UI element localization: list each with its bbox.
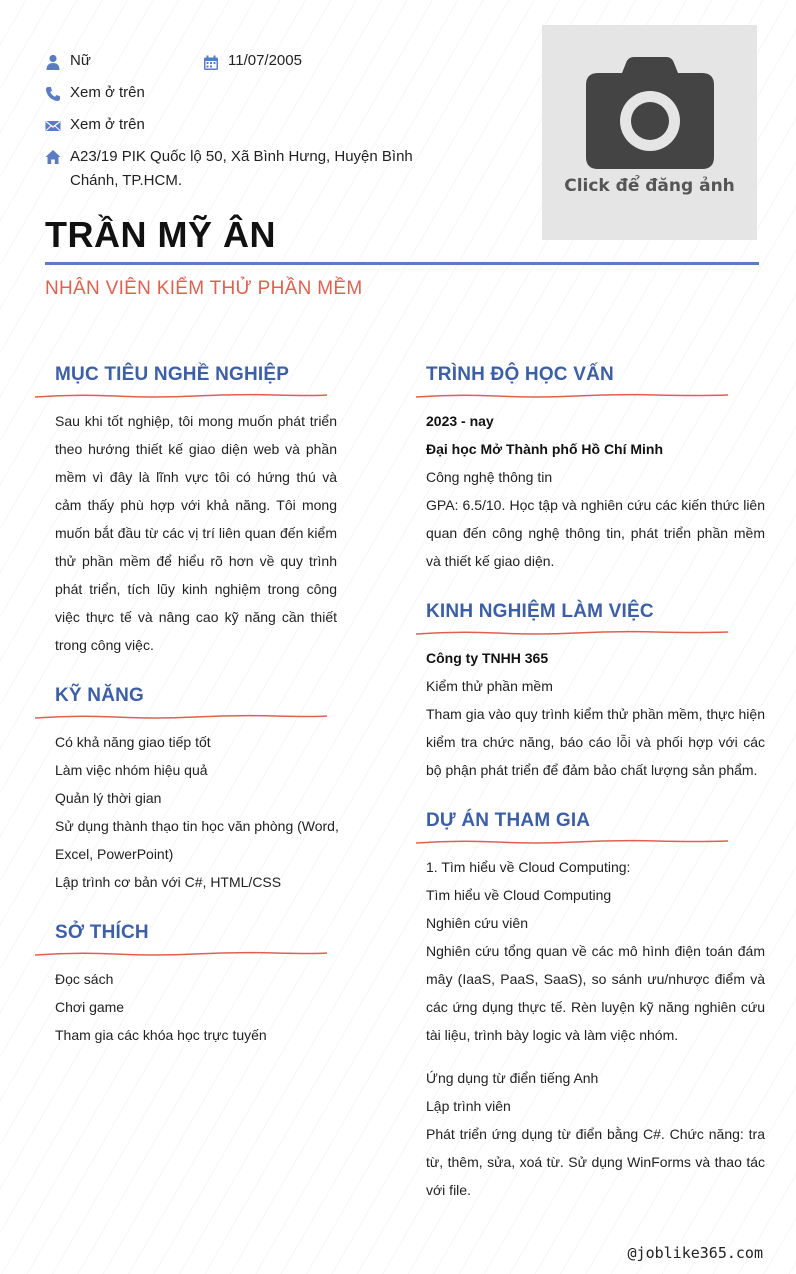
experience-detail: Tham gia vào quy trình kiểm thử phần mềm, thực hiện kiểm tra chức năng, báo cáo lỗi và phối hợp với các bộ phận phát triển để đảm bảo chất lượng sản phẩm. bbox=[426, 706, 765, 778]
education-heading: TRÌNH ĐỘ HỌC VẤN bbox=[426, 364, 614, 385]
hobby-item: Đọc sách bbox=[55, 971, 114, 987]
address-line-1: A23/19 PIK Quốc lộ 50, Xã Bình Hưng, Huyện Bình bbox=[70, 148, 413, 165]
skill-item: Có khả năng giao tiếp tốt bbox=[55, 734, 211, 750]
project-subtitle: Tìm hiểu về Cloud Computing bbox=[426, 887, 612, 903]
phone-value: Xem ở trên bbox=[70, 84, 145, 101]
section-underline bbox=[35, 950, 327, 958]
objective-heading: MỤC TIÊU NGHỀ NGHIỆP bbox=[55, 364, 290, 385]
calendar-icon bbox=[203, 55, 219, 71]
birthdate-value: 11/07/2005 bbox=[228, 52, 302, 69]
project-detail: Phát triển ứng dụng từ điển bằng C#. Chức năng: tra từ, thêm, sửa, xoá từ. Sử dụng WinForms và thao tác với file. bbox=[426, 1126, 765, 1198]
experience-company: Công ty TNHH 365 bbox=[426, 650, 549, 666]
user-icon bbox=[45, 54, 61, 70]
mail-icon bbox=[45, 118, 61, 134]
skill-item: Lập trình cơ bản với C#, HTML/CSS bbox=[55, 874, 282, 890]
email-value: Xem ở trên bbox=[70, 116, 145, 133]
projects-heading: DỰ ÁN THAM GIA bbox=[426, 810, 591, 831]
hobby-item: Chơi game bbox=[55, 999, 125, 1015]
section-underline bbox=[35, 392, 327, 400]
section-underline bbox=[35, 713, 327, 721]
project-role: Lập trình viên bbox=[426, 1098, 511, 1114]
project-detail: Nghiên cứu tổng quan về các mô hình điện toán đám mây (IaaS, PaaS, SaaS), so sánh ưu/nhược điểm và các ứng dụng thực tế. Rèn luyện kỹ năng nghiên cứu tài liệu, trình bày logic và làm việc nhóm. bbox=[426, 943, 765, 1043]
skills-heading: KỸ NĂNG bbox=[55, 685, 145, 706]
project-role: Nghiên cứu viên bbox=[426, 915, 528, 931]
camera-icon bbox=[586, 57, 714, 169]
skill-item: Sử dụng thành thạo tin học văn phòng (Word, bbox=[55, 818, 339, 834]
gender-value: Nữ bbox=[70, 52, 91, 69]
education-school: Đại học Mở Thành phố Hồ Chí Minh bbox=[426, 441, 664, 457]
name-divider bbox=[45, 262, 759, 265]
section-underline bbox=[416, 838, 728, 846]
photo-upload-caption: Click để đăng ảnh bbox=[564, 176, 735, 196]
experience-role: Kiểm thử phần mềm bbox=[426, 678, 553, 694]
experience-heading: KINH NGHIỆM LÀM VIỆC bbox=[426, 601, 654, 622]
education-period: 2023 - nay bbox=[426, 413, 494, 429]
phone-icon bbox=[45, 86, 61, 102]
education-major: Công nghệ thông tin bbox=[426, 469, 553, 485]
hobby-item: Tham gia các khóa học trực tuyến bbox=[55, 1027, 267, 1043]
home-icon bbox=[45, 149, 61, 165]
photo-upload-button[interactable] bbox=[542, 25, 757, 240]
job-title: NHÂN VIÊN KIỂM THỬ PHẦN MỀM bbox=[45, 278, 363, 299]
skill-item-continued: Excel, PowerPoint) bbox=[55, 846, 174, 862]
hobbies-heading: SỞ THÍCH bbox=[55, 922, 149, 943]
skill-item: Quản lý thời gian bbox=[55, 790, 162, 806]
section-underline bbox=[416, 629, 728, 637]
candidate-name: TRẦN MỸ ÂN bbox=[45, 214, 276, 255]
skill-item: Làm việc nhóm hiệu quả bbox=[55, 762, 208, 778]
address-line-2: Chánh, TP.HCM. bbox=[70, 172, 182, 189]
education-detail: GPA: 6.5/10. Học tập và nghiên cứu các kiến thức liên quan đến công nghệ thông tin, phát triển phần mềm và thiết kế giao diện. bbox=[426, 497, 765, 569]
project-name: 1. Tìm hiểu về Cloud Computing: bbox=[426, 859, 631, 875]
project-name: Ứng dụng từ điển tiếng Anh bbox=[426, 1070, 599, 1086]
section-underline bbox=[416, 392, 728, 400]
site-watermark: @joblike365.com bbox=[627, 1244, 763, 1262]
objective-text: Sau khi tốt nghiệp, tôi mong muốn phát triển theo hướng thiết kế giao diện web và phần mềm vì đây là lĩnh vực tôi có hứng thú và cảm thấy phù hợp với khả năng. Tôi mong muốn bắt đầu từ các vị trí liên quan đến kiểm thử phần mềm để hiểu rõ hơn về quy trình phát triển, tích lũy kinh nghiệm trong công việc thực tế và nâng cao kỹ năng cần thiết trong công việc. bbox=[55, 413, 337, 653]
